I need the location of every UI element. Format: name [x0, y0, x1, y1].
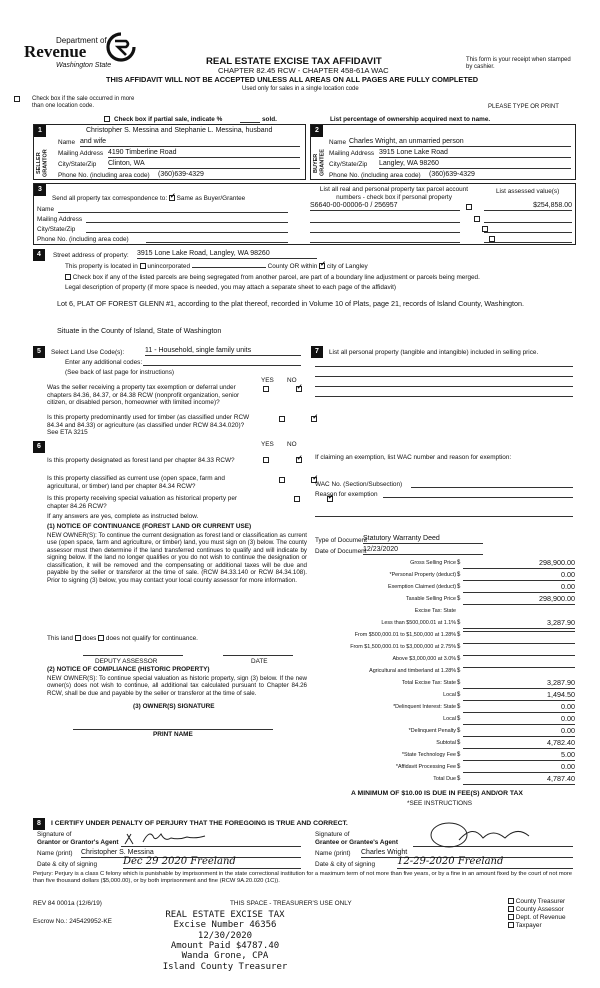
- grantee-sig-label: Signature of: [315, 831, 350, 838]
- sec3-name-field[interactable]: [58, 212, 288, 213]
- owner-signature-line[interactable]: [73, 729, 273, 730]
- street-address[interactable]: 3915 Lone Lake Road, Langley, WA 98260: [137, 250, 317, 259]
- county-blank: [192, 267, 266, 268]
- tax-row-value[interactable]: 0.00: [463, 703, 575, 713]
- tax-row-label: Local: [443, 716, 456, 722]
- stamp-line: Amount Paid $4787.40: [170, 941, 280, 952]
- sec6-if-yes: If any answers are yes, complete as instructed below.: [47, 513, 199, 520]
- perjury-notice: Perjury: Perjury is a class C felony which is punishable by imprisonment in the state correctional institution for a maximum term of not more than five years, or by a fine in an amount fixed by the court of not more than five thousand dollars ($5,000.00), or by both imprisonment and fine (RCW 9A.20.020 (1C)).: [33, 871, 573, 884]
- tax-row-label: Gross Selling Price: [410, 560, 456, 566]
- buyer-address[interactable]: 3915 Lone Lake Road: [379, 149, 571, 158]
- type-or-print: PLEASE TYPE OR PRINT: [488, 104, 559, 110]
- list-pct-note: List percentage of ownership acquired next to name.: [330, 116, 491, 123]
- tax-row: [311, 668, 576, 678]
- deputy-assessor-label: DEPUTY ASSESSOR: [95, 658, 158, 665]
- doc-type-label: Type of Document: [315, 537, 367, 544]
- send-correspondence-label: [52, 195, 245, 203]
- seller-section: [33, 124, 306, 180]
- wac-field[interactable]: [411, 487, 573, 488]
- dollar-sign: $: [457, 584, 461, 590]
- copy-item: [508, 922, 588, 930]
- dollar-sign: $: [457, 752, 461, 758]
- section-6: [33, 441, 305, 861]
- dollar-sign: $: [457, 644, 461, 650]
- sec6-no-header: NO: [287, 441, 297, 448]
- copy-checkbox[interactable]: [508, 906, 514, 912]
- personal-property-line-2[interactable]: [315, 376, 573, 377]
- agency-state: Washington State: [56, 62, 112, 69]
- more-than-one-checkbox[interactable]: [14, 96, 20, 102]
- tax-row: [311, 764, 576, 774]
- tax-table: [311, 560, 576, 860]
- stamp-line: Excise Number 46356: [173, 920, 277, 931]
- tax-row-label: Excise Tax: State: [414, 608, 456, 614]
- sec3-phone-field[interactable]: [146, 242, 288, 243]
- section-1-number: 1: [34, 125, 46, 137]
- tax-row-label: Taxable Selling Price: [405, 596, 456, 602]
- city-of-checkbox[interactable]: [319, 263, 325, 269]
- section-8-number: 8: [33, 818, 45, 830]
- tax-row: [311, 608, 576, 618]
- tax-row: [311, 632, 576, 642]
- agency-name: Revenue: [24, 42, 87, 61]
- tax-row: [311, 620, 576, 630]
- legal-description-1[interactable]: Lot 6, PLAT OF FOREST GLENN #1, according to the plat thereof, recorded in Volume 10 of Plats, page 21, records of Island County, Washington.: [57, 299, 525, 308]
- treasurer-use-label: THIS SPACE - TREASURER'S USE ONLY: [230, 900, 352, 907]
- tax-row: [311, 752, 576, 762]
- tax-row-label: *State Technology Fee: [401, 752, 456, 758]
- tax-row-label: Less than $500,000.01 at 1.1%: [381, 620, 456, 626]
- minimum-fee-note: A MINIMUM OF $10.00 IS DUE IN FEE(S) AND/OR TAX: [351, 790, 523, 797]
- dollar-sign: $: [457, 704, 461, 710]
- doc-date[interactable]: 12/23/2020: [363, 546, 483, 555]
- sec5-q1: Was the seller receiving a property tax exemption or deferral under chapters 84.36, 84.37, or 84.38 RCW (nonprofit organization, senior citizen, or disabled person, homeowner with limited income)?: [47, 384, 240, 407]
- assessor-date-line[interactable]: [223, 655, 293, 656]
- seller-address-label: Mailing Address: [58, 150, 104, 157]
- tax-row-label: Total Due: [433, 776, 456, 782]
- partial-sale-sold: sold.: [262, 116, 277, 123]
- buyer-address-label: Mailing Address: [329, 150, 375, 157]
- partial-sale-checkbox[interactable]: [104, 116, 110, 122]
- does-label: does: [82, 635, 97, 642]
- grantee-name[interactable]: Charles Wright: [361, 849, 573, 858]
- tax-row-value[interactable]: 298,900.00: [463, 559, 575, 569]
- section-5: [33, 346, 305, 441]
- tax-row-value[interactable]: [463, 667, 575, 668]
- additional-codes-field[interactable]: [143, 365, 301, 366]
- tax-row-value[interactable]: 0.00: [463, 763, 575, 773]
- dollar-sign: $: [457, 680, 461, 686]
- unincorporated-checkbox[interactable]: [140, 263, 146, 269]
- sec5-yes-header: YES: [261, 377, 274, 384]
- same-as-buyer-checkbox[interactable]: [169, 195, 175, 201]
- grantor-name-label: Name (print): [37, 850, 73, 857]
- tax-row-value[interactable]: 1,494.50: [463, 691, 575, 701]
- copy-checkbox[interactable]: [508, 898, 514, 904]
- seller-name-label: Name: [58, 139, 76, 146]
- tax-row-label: From $1,500,000.01 to $3,000,000 at 2.75%: [350, 644, 456, 650]
- tax-row: [311, 728, 576, 738]
- grantee-name-label: Name (print): [315, 850, 351, 857]
- tax-row: [311, 704, 576, 714]
- escrow-row: [33, 918, 112, 926]
- tax-row-value[interactable]: [463, 631, 575, 632]
- treasurer-stamp: [150, 910, 300, 972]
- sec3-mailing-label: Mailing Address: [37, 216, 83, 223]
- grantee-sig-label-2: Grantee or Grantee's Agent: [315, 839, 398, 846]
- buyer-side-label: BUYER GRANTEE: [313, 149, 326, 177]
- copy-distribution: [508, 898, 588, 930]
- tax-row-value[interactable]: 3,287.90: [463, 619, 575, 629]
- tax-row: [311, 644, 576, 654]
- escrow-number: 245429952-KE: [69, 918, 112, 925]
- seller-phone-label: Phone No. (including area code): [58, 172, 150, 179]
- copy-checkbox[interactable]: [508, 914, 514, 920]
- dor-logo-icon: [106, 32, 136, 62]
- land-use-code[interactable]: 11 - Household, single family units: [145, 347, 301, 356]
- partial-sale-label: Check box if partial sale, indicate %: [114, 116, 223, 123]
- form-subtitle: CHAPTER 82.45 RCW - CHAPTER 458-61A WAC: [218, 66, 389, 75]
- tax-row-value[interactable]: 4,787.40: [463, 775, 575, 785]
- dollar-sign: $: [457, 620, 461, 626]
- reason-field-1[interactable]: [383, 497, 573, 498]
- tax-row-label: Local: [443, 692, 456, 698]
- tax-row: [311, 692, 576, 702]
- buyer-phone-label: Phone No. (including area code): [329, 172, 421, 179]
- grantor-name[interactable]: Christopher S. Messina: [81, 849, 301, 858]
- dollar-sign: $: [457, 560, 461, 566]
- seller-address[interactable]: 4190 Timberline Road: [108, 149, 300, 158]
- tax-row-value[interactable]: 0.00: [463, 571, 575, 581]
- sec6-q3: Is this property receiving special valuation as historical property per chapter 84.26 RCW?: [47, 495, 238, 510]
- dollar-sign: $: [457, 728, 461, 734]
- section-7-number: 7: [311, 346, 323, 358]
- location-row: [65, 263, 368, 271]
- partial-sale-pct-field[interactable]: [240, 122, 260, 123]
- sec5-q2-yes[interactable]: [279, 416, 285, 422]
- tax-row-value[interactable]: 0.00: [463, 727, 575, 737]
- personal-property-line-3[interactable]: [315, 386, 573, 387]
- copy-item: [508, 914, 588, 922]
- send-label-text: Send all property tax correspondence to:: [52, 195, 168, 202]
- tax-row-label: Total Excise Tax: State: [401, 680, 456, 686]
- form-warning: THIS AFFIDAVIT WILL NOT BE ACCEPTED UNLESS ALL AREAS ON ALL PAGES ARE FULLY COMPLETED: [106, 75, 479, 84]
- section-3-number: 3: [34, 184, 46, 196]
- tax-row-value[interactable]: 4,782.40: [463, 739, 575, 749]
- sec5-q1-yes[interactable]: [263, 386, 269, 392]
- section-4: [33, 249, 576, 341]
- tax-row-value[interactable]: 298,900.00: [463, 595, 575, 605]
- form-title: REAL ESTATE EXCISE TAX AFFIDAVIT: [206, 56, 382, 67]
- tax-row-value[interactable]: [463, 655, 575, 656]
- tax-row: [311, 560, 576, 570]
- legal-description-2[interactable]: Situate in the County of Island, State of Washington: [57, 326, 222, 335]
- street-label: Street address of property:: [53, 252, 129, 259]
- dollar-sign: $: [457, 764, 461, 770]
- grantor-sig-label-2: Grantor or Grantor's Agent: [37, 839, 119, 846]
- notice2-text: NEW OWNER(S): To continue special valuation as historic property, sign (3) below. If the new owner(s) does not wish to continue, all additional tax calculated pursuant to Chapter 84.26 RCW, shall be due and payable by the seller or transferor at the time of sale.: [47, 675, 307, 697]
- certify-statement: I CERTIFY UNDER PENALTY OF PERJURY THAT THE FOREGOING IS TRUE AND CORRECT.: [51, 820, 348, 827]
- notice1-title: (1) NOTICE OF CONTINUANCE (FOREST LAND OR CURRENT USE): [47, 523, 252, 530]
- notice1-text: NEW OWNER(S): To continue the current designation as forest land or classification as current use (open space, farm and agriculture, or timber) land, you must sign on (3) below. The county assessor must then determine if the land transferred continues to qualify and will indicate by signing below. If the land no longer qualifies or you do not wish to continue the designation or classification, it will be removed and the compensating or additional taxes will be due and payable by the seller or transferor at the time of sale. (RCW 84.33.140 or RCW 84.34.108). Prior to signing (3) below, you may contact your local county assessor for more information.: [47, 532, 307, 584]
- doc-date-label: Date of Document: [315, 548, 367, 555]
- sec6-yes-header: YES: [261, 441, 274, 448]
- personal-property-line-1[interactable]: [315, 366, 573, 367]
- qualify-row: [47, 635, 198, 643]
- buyer-city-label: City/State/Zip: [329, 161, 368, 168]
- tax-row-value[interactable]: 0.00: [463, 583, 575, 593]
- wac-label: WAC No. (Section/Subsection): [315, 481, 403, 488]
- tax-row-value[interactable]: [463, 643, 575, 644]
- dollar-sign: $: [457, 572, 461, 578]
- dollar-sign: $: [457, 740, 461, 746]
- personal-property-label: List all personal property (tangible and intangible) included in selling price.: [329, 349, 539, 356]
- exemption-label: If claiming an exemption, list WAC number and reason for exemption:: [315, 454, 512, 461]
- sec6-q1: Is this property designated as forest land per chapter 84.33 RCW?: [47, 457, 235, 464]
- tax-row: [311, 680, 576, 690]
- stamp-line: Wanda Grone, CPA: [181, 951, 269, 962]
- dollar-sign: $: [457, 776, 461, 782]
- segregation-row: [65, 274, 480, 282]
- tax-row: [311, 776, 576, 786]
- copy-label: Dept. of Revenue: [515, 914, 566, 921]
- assessed-field-2[interactable]: [484, 222, 572, 223]
- buyer-name[interactable]: Charles Wright, an unmarried person: [349, 138, 571, 147]
- owner-signature-label: (3) OWNER(S) SIGNATURE: [133, 703, 215, 710]
- unincorporated-label: unincorporated: [147, 263, 191, 270]
- parcel-field-3[interactable]: [310, 232, 460, 233]
- sec5-q1-no[interactable]: [296, 386, 302, 392]
- copy-item: [508, 906, 588, 914]
- see-instructions-note: *SEE INSTRUCTIONS: [407, 800, 472, 807]
- sec3-name-label: Name: [37, 206, 55, 213]
- escrow-label: Escrow No.:: [33, 918, 68, 925]
- sec3-mailing-field[interactable]: [86, 222, 288, 223]
- copy-item: [508, 898, 588, 906]
- sec6-q2-yes[interactable]: [279, 477, 285, 483]
- segregation-checkbox[interactable]: [65, 274, 71, 280]
- does-checkbox[interactable]: [75, 635, 81, 641]
- receipt-note: This form is your receipt when stamped by cashier.: [466, 57, 571, 71]
- does-not-checkbox[interactable]: [98, 635, 104, 641]
- stamp-line: 12/30/2020: [197, 930, 253, 941]
- seller-phone[interactable]: (360)639-4329: [158, 171, 300, 180]
- tax-row: [311, 740, 576, 750]
- sec6-q1-yes[interactable]: [263, 457, 269, 463]
- more-than-one-label: Check box if the sale occurred in more than one location code.: [32, 96, 135, 110]
- tax-row: [311, 596, 576, 606]
- segregation-label: Check box if any of the listed parcels are being segregated from another parcel, are part of a boundary line adjustment or parcels being merged.: [72, 274, 480, 281]
- dollar-sign: $: [457, 632, 461, 638]
- stamp-line: REAL ESTATE EXCISE TAX: [165, 910, 285, 920]
- sec6-q2: Is this property classified as current use (open space, farm and agricultural, or timber) land per chapter 84.34 RCW?: [47, 475, 225, 490]
- doc-type[interactable]: Statutory Warranty Deed: [363, 535, 483, 544]
- copy-checkbox[interactable]: [508, 922, 514, 928]
- assessor-date-label: DATE: [251, 658, 268, 665]
- notice2-title: (2) NOTICE OF COMPLIANCE (HISTORIC PROPERTY): [47, 666, 210, 673]
- tax-row-label: Subtotal: [436, 740, 456, 746]
- sec5-no-header: NO: [287, 377, 297, 384]
- deputy-assessor-line[interactable]: [83, 655, 183, 656]
- dollar-sign: $: [457, 716, 461, 722]
- dollar-sign: $: [457, 596, 461, 602]
- tax-row-label: From $500,000.01 to $1,500,000 at 1.28%: [354, 632, 456, 638]
- tax-row-label: *Delinquent Interest: State: [393, 704, 456, 710]
- tax-row-value[interactable]: 0.00: [463, 715, 575, 725]
- seller-side-label: SELLER GRANTOR: [36, 149, 49, 177]
- dollar-sign: $: [457, 656, 461, 662]
- tax-row-label: *Delinquent Penalty: [408, 728, 456, 734]
- reason-label: Reason for exemption: [315, 491, 378, 498]
- tax-row: [311, 584, 576, 594]
- same-as-buyer-label: Same as Buyer/Grantee: [176, 195, 246, 202]
- seller-city[interactable]: Clinton, WA: [108, 160, 300, 169]
- section-3: [33, 183, 576, 245]
- reason-field-2[interactable]: [315, 516, 573, 517]
- parcel-field-2[interactable]: [310, 222, 460, 223]
- buyer-section: [310, 124, 576, 180]
- land-use-label: Select Land Use Code(s):: [51, 349, 125, 356]
- section-8: [33, 818, 576, 888]
- copy-label: County Assessor: [515, 906, 564, 913]
- parcel-personal-checkbox-2[interactable]: [474, 216, 480, 222]
- tax-row: [311, 716, 576, 726]
- does-not-label: does not qualify for continuance.: [105, 635, 198, 642]
- tax-row-label: Above $3,000,000 at 3.0%: [392, 656, 456, 662]
- grantor-sig-label: Signature of: [37, 831, 72, 838]
- grantor-signature-icon: [121, 828, 241, 850]
- grantee-signature-field[interactable]: [413, 846, 573, 847]
- tax-row: [311, 572, 576, 582]
- sec3-city-label: City/State/Zip: [37, 226, 76, 233]
- tax-row-label: *Personal Property (deduct): [389, 572, 456, 578]
- sec6-q1-no[interactable]: [296, 457, 302, 463]
- located-in-label: This property is located in: [65, 263, 138, 270]
- dor-logo: [20, 28, 150, 78]
- grantor-date-city[interactable]: Dec 29 2020 Freeland: [123, 856, 301, 869]
- county-or-label: County OR within: [267, 263, 318, 270]
- parcel-personal-checkbox-1[interactable]: [466, 204, 472, 210]
- grantor-date-label: Date & city of signing: [37, 861, 98, 868]
- section-4-number: 4: [33, 249, 45, 261]
- buyer-city[interactable]: Langley, WA 98260: [379, 160, 571, 169]
- grantor-signature-field[interactable]: [121, 846, 301, 847]
- section-5-number: 5: [33, 346, 45, 358]
- form-used-only: Used only for sales in a single location code: [242, 86, 359, 92]
- tax-row-value[interactable]: 3,287.90: [463, 679, 575, 689]
- sec3-city-field[interactable]: [86, 232, 288, 233]
- parcel-number[interactable]: S6640-00-00006-0 / 256957: [310, 202, 460, 211]
- print-name-label: PRINT NAME: [153, 731, 193, 738]
- agency-top: Department of: [56, 36, 107, 45]
- parcel-header: List all real and personal property tax parcel account numbers - check box if personal property: [319, 186, 469, 201]
- sec3-phone-label: Phone No. (including area code): [37, 236, 129, 243]
- additional-codes-label: Enter any additional codes:: [65, 359, 143, 366]
- assessed-field-3[interactable]: [484, 232, 572, 233]
- stamp-line: Island County Treasurer: [162, 961, 288, 972]
- tax-row-label: Exemption Claimed (deduct): [387, 584, 456, 590]
- tax-row-value[interactable]: 5.00: [463, 751, 575, 761]
- tax-row: [311, 656, 576, 666]
- grantee-date-label: Date & city of signing: [315, 861, 376, 868]
- grantee-date-city[interactable]: 12-29-2020 Freeland: [397, 856, 573, 869]
- dollar-sign: $: [457, 692, 461, 698]
- section-2-number: 2: [311, 125, 323, 137]
- parcel-field-4[interactable]: [310, 242, 460, 243]
- assessed-header: List assessed value(s): [496, 188, 560, 195]
- legal-description-label: Legal description of property (if more space is needed, you may attach a separate sheet to each page of the affidavit): [65, 284, 396, 291]
- buyer-name-label: Name: [329, 139, 347, 146]
- see-back-label: (See back of last page for instructions): [65, 369, 175, 376]
- tax-row-label: *Affidavit Processing Fee: [395, 764, 456, 770]
- assessed-value[interactable]: $254,858.00: [484, 202, 572, 211]
- land-label: This land: [47, 635, 73, 642]
- assessed-field-4[interactable]: [484, 242, 572, 243]
- revision-code: REV 84 0001a (12/6/19): [33, 900, 102, 907]
- personal-property-line-4[interactable]: [315, 396, 573, 397]
- section-6-number: 6: [33, 441, 45, 453]
- seller-city-label: City/State/Zip: [58, 161, 97, 168]
- sec5-q2: Is this property predominantly used for timber (as classified under RCW 84.34 and 84.33) or agriculture (as classified under RCW 84.34.020)? See ETA 3215: [47, 414, 250, 437]
- buyer-phone[interactable]: (360)639-4329: [429, 171, 571, 180]
- dollar-sign: $: [457, 668, 461, 674]
- tax-row-label: Agricultural and timberland at 1.28%: [369, 668, 456, 674]
- seller-name-line2[interactable]: and wife: [80, 138, 300, 147]
- sec6-q3-yes[interactable]: [294, 496, 300, 502]
- city-of-label: city of Langley: [326, 263, 368, 270]
- grantee-signature-icon: [413, 820, 573, 850]
- seller-name-line1[interactable]: Christopher S. Messina and Stephanie L. Messina, husband: [86, 127, 273, 134]
- copy-label: County Treasurer: [515, 898, 566, 905]
- copy-label: Taxpayer: [515, 922, 542, 929]
